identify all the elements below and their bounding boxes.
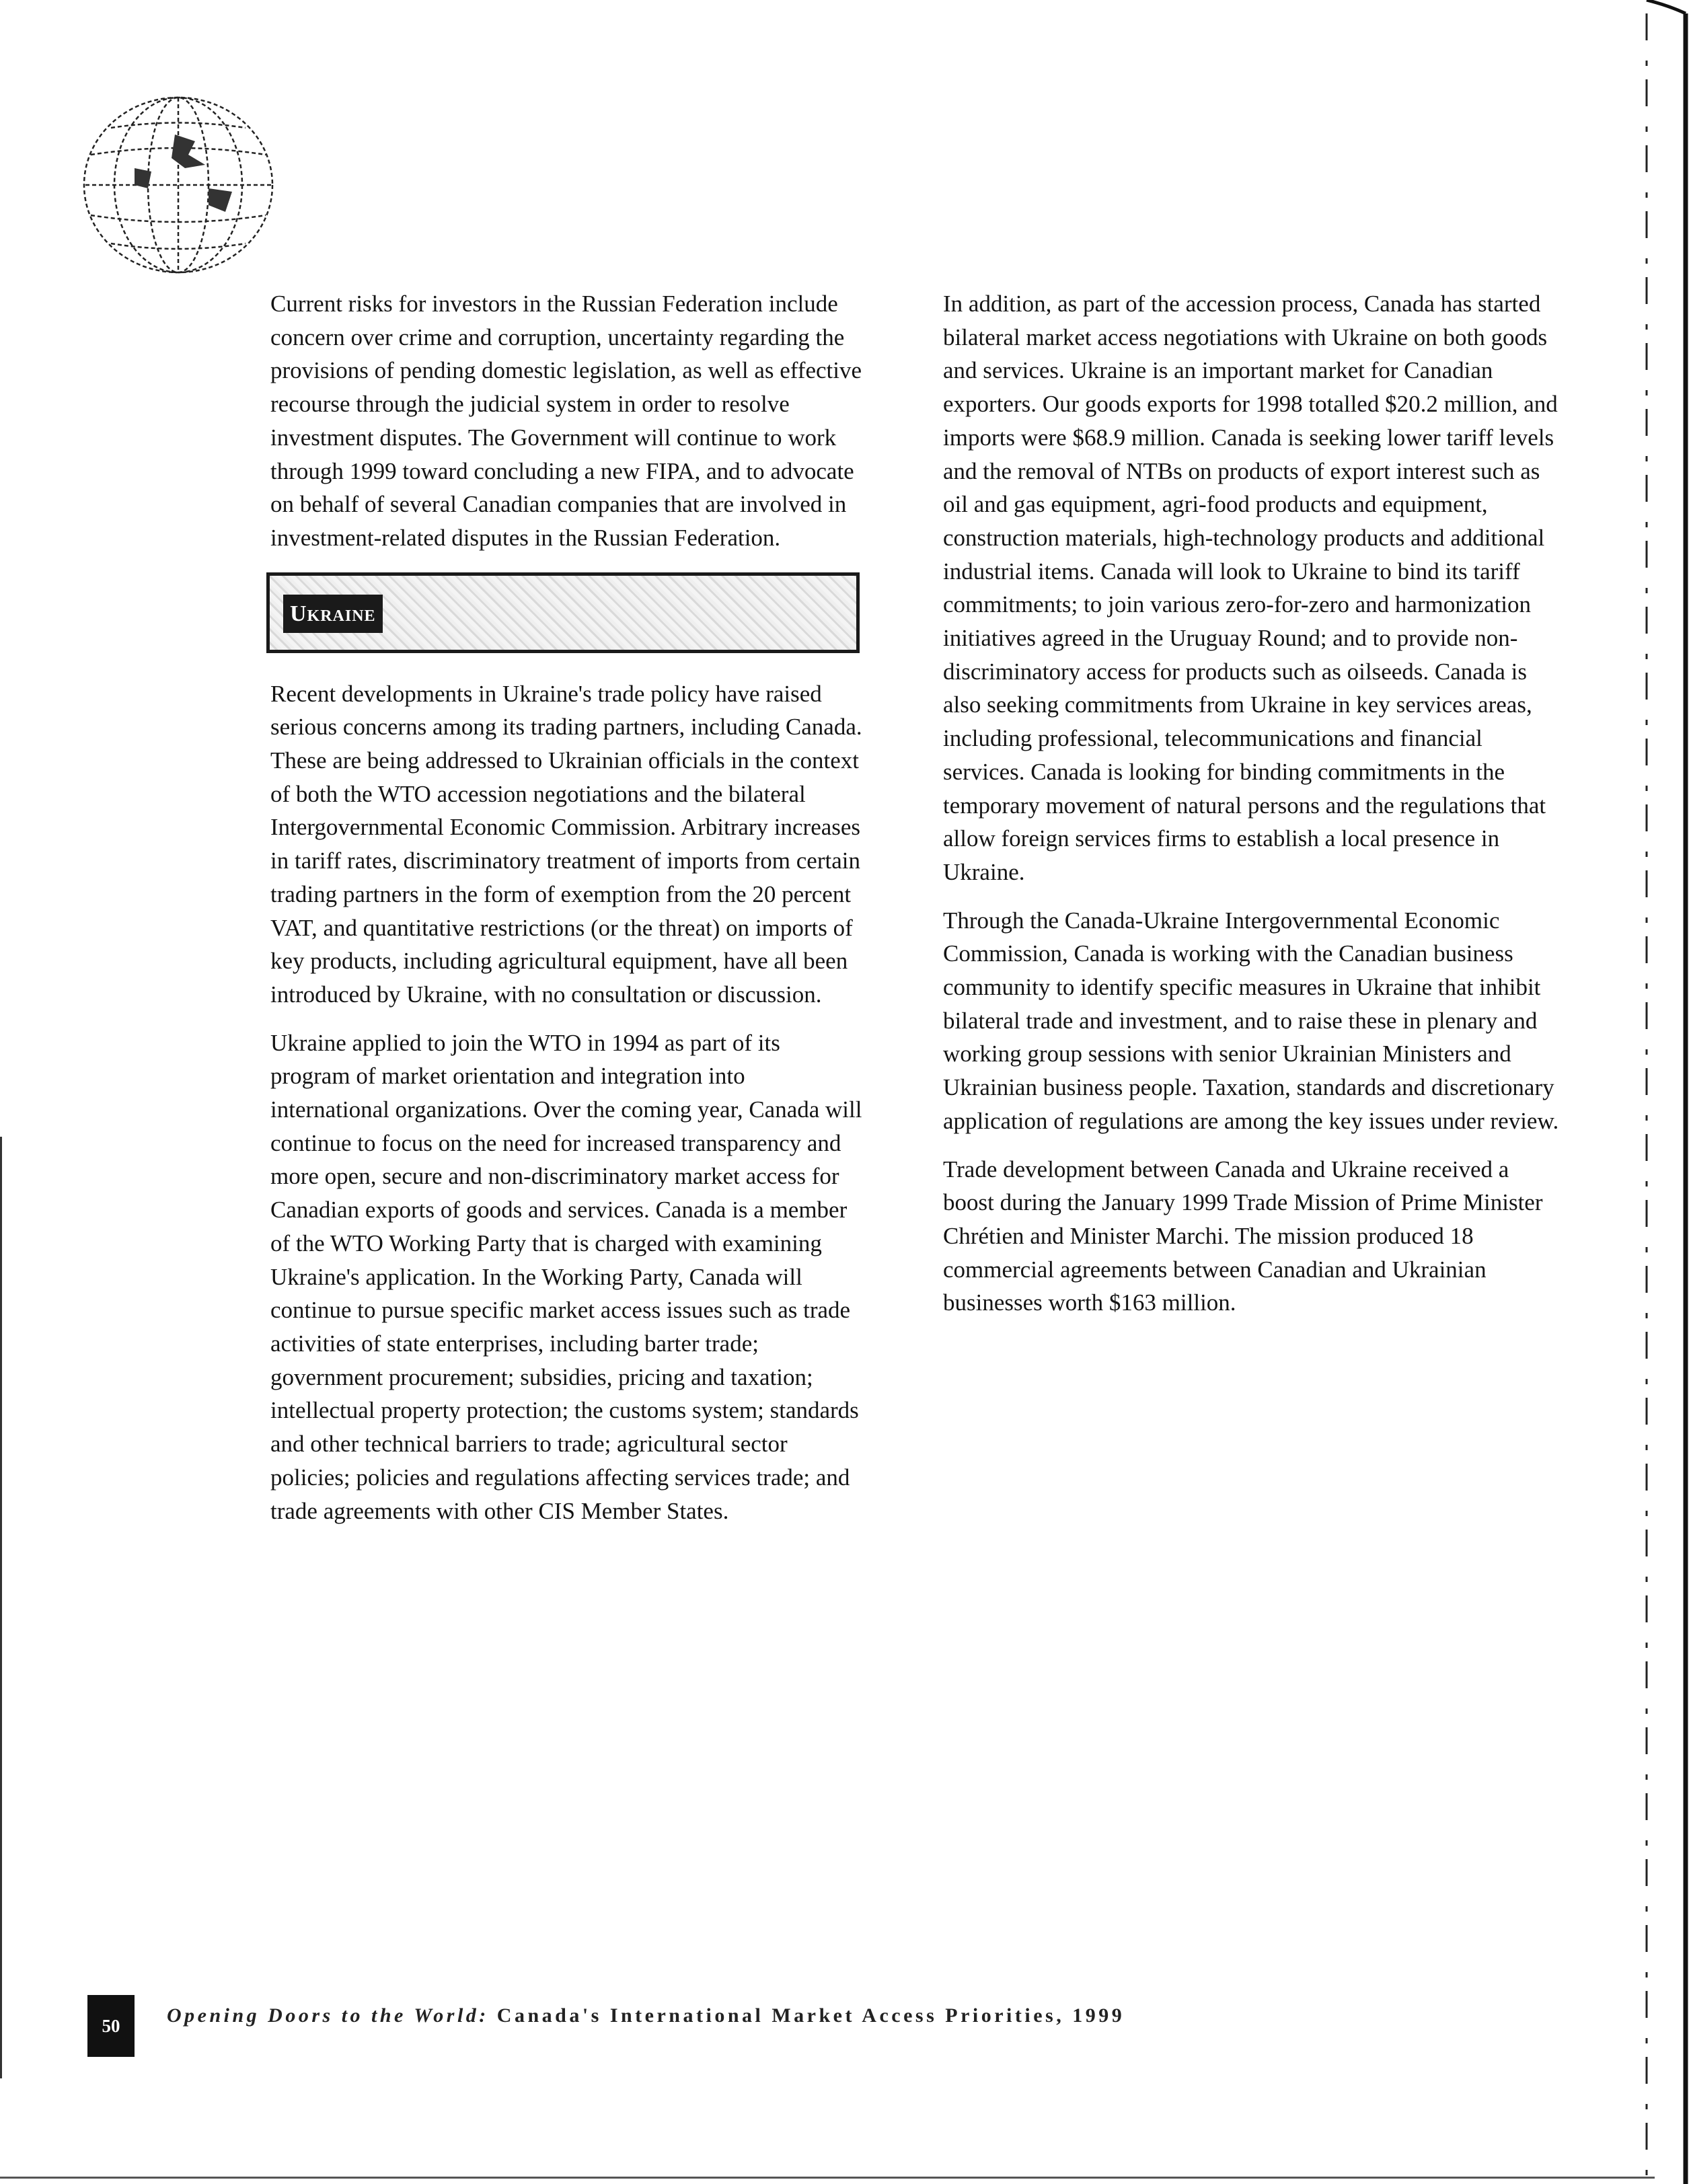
section-heading: Ukraine <box>283 595 383 634</box>
left-column <box>270 287 862 1542</box>
right-paragraph-2: Through the Canada-Ukraine Intergovernmental Economic Commission, Canada is working with the Canadian business community to identify specific measures in Ukraine that inhibit bilateral trade and investment, and to raise these in plenary and working group sessions with senior Ukrainian Ministers and Ukrainian business people. Taxation, standards and discretionary application of regulations are among the key issues under review. <box>943 907 1559 1134</box>
section-heading-box <box>266 572 860 653</box>
scan-edge-divider <box>1641 0 1691 2184</box>
footer-title-italic: Opening Doors to the World: <box>167 2004 489 2027</box>
right-paragraph-1: In addition, as part of the accession process, Canada has started bilateral market access negotiations with Ukraine on both goods and services. Ukraine is an important market for Canadian exporters. Our goods exports for 1998 totalled $20.2 million, and imports were $68.9 million. Canada is seeking lower tariff levels and the removal of NTBs on products of export interest such as oil and gas equipment, agri-food products and equipment, construction materials, high-technology products and additional industrial items. Canada will look to Ukraine to bind its tariff commitments; to join various zero-for-zero and harmonization initiatives agreed in the Uruguay Round; and to provide non-discriminatory access for products such as oilseeds. Canada is also seeking commitments from Ukraine in key services areas, including professional, telecommunications and financial services. Canada is looking for binding commitments in the temporary movement of natural persons and the regulations that allow foreign services firms to establish a local presence in Ukraine. <box>943 291 1558 885</box>
intro-paragraph: Current risks for investors in the Russian Federation include concern over crime and corruption, uncertainty regarding the provisions of pending domestic legislation, as well as effective recourse through the judicial system in order to resolve investment disputes. The Government will continue to work through 1999 toward concluding a new FIPA, and to advocate on behalf of several Canadian companies that are involved in investment-related disputes in the Russian Federation. <box>270 291 862 551</box>
right-paragraph-3: Trade development between Canada and Ukraine received a boost during the January 1999 Trade Mission of Prime Minister Chrétien and Minister Marchi. The mission produced 18 commercial agreements between Canadian and Ukrainian businesses worth $163 million. <box>943 1156 1543 1316</box>
right-column <box>943 287 1562 1334</box>
footer-title-rest: Canada's International Market Access Priorities, 1999 <box>488 2004 1125 2027</box>
ukraine-paragraph-2: Ukraine applied to join the WTO in 1994 as part of its program of market orientation and integration into international organizations. Over the coming year, Canada will continue to focus on the need for increased transparency and more open, secure and non-discriminatory market access for Canadian exports of goods and services. Canada is a member of the WTO Working Party that is charged with examining Ukraine's application. In the Working Party, Canada will continue to pursue specific market access issues such as trade activities of state enterprises, including barter trade; government procurement; subsidies, pricing and taxation; intellectual property protection; the customs system; standards and other technical barriers to trade; agricultural sector policies; policies and regulations affecting services trade; and trade agreements with other CIS Member States. <box>270 1029 862 1524</box>
globe-icon <box>74 87 283 283</box>
bottom-rule <box>0 2177 1655 2179</box>
page-number: 50 <box>87 1995 135 2057</box>
footer-title <box>167 2004 1125 2027</box>
ukraine-paragraph-1: Recent developments in Ukraine's trade policy have raised serious concerns among its trading partners, including Canada. These are being addressed to Ukrainian officials in the context of both the WTO accession negotiations and the bilateral Intergovernmental Economic Commission. Arbitrary increases in tariff rates, discriminatory treatment of imports from certain trading partners in the form of exemption from the 20 percent VAT, and quantitative restrictions (or the threat) on imports of key products, including agricultural equipment, have all been introduced by Ukraine, with no consultation or discussion. <box>270 680 862 1008</box>
left-edge-mark <box>0 1137 2 2078</box>
